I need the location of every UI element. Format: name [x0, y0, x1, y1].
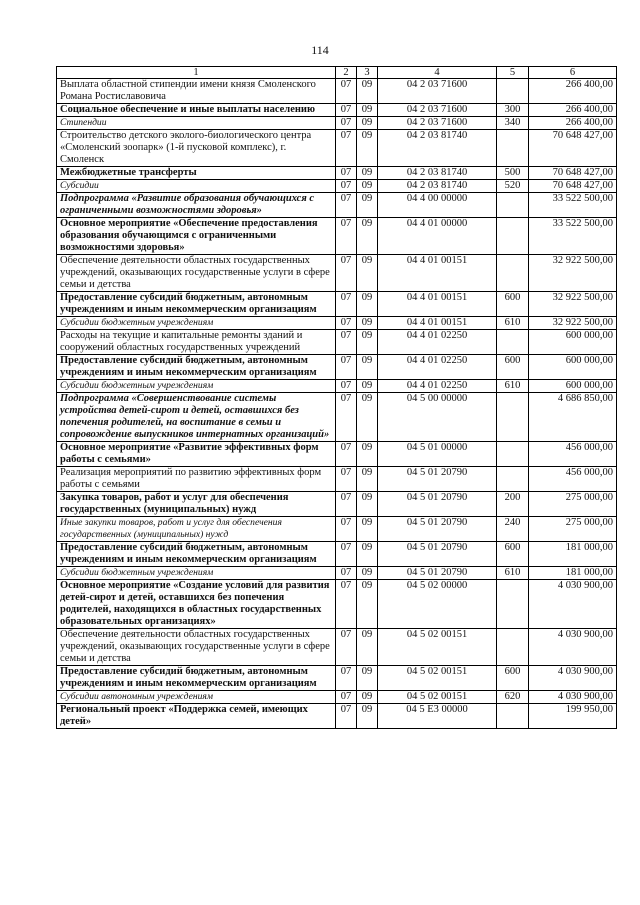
section-code-cell: 07 [336, 104, 357, 117]
subsection-code-cell: 09 [357, 180, 378, 193]
section-code-cell: 07 [336, 193, 357, 218]
subsection-code-cell: 09 [357, 492, 378, 517]
name-cell: Выплата областной стипендии имени князя Смоленского Романа Ростиславовича [57, 79, 336, 104]
section-code-cell: 07 [336, 517, 357, 542]
target-article-cell: 04 2 03 71600 [378, 117, 497, 130]
expense-type-cell [497, 467, 529, 492]
subsection-code-cell: 09 [357, 691, 378, 704]
target-article-cell: 04 5 01 20790 [378, 517, 497, 542]
target-article-cell: 04 5 01 20790 [378, 542, 497, 567]
target-article-cell: 04 5 00 00000 [378, 393, 497, 442]
name-cell: Обеспечение деятельности областных государственных учреждений, оказывающих государственные услуги в сфере семьи и детства [57, 255, 336, 292]
section-code-cell: 07 [336, 330, 357, 355]
target-article-cell: 04 4 01 00151 [378, 317, 497, 330]
section-code-cell: 07 [336, 79, 357, 104]
target-article-cell: 04 2 03 71600 [378, 79, 497, 104]
name-cell: Основное мероприятие «Развитие эффективных форм работы с семьями» [57, 442, 336, 467]
target-article-cell: 04 5 01 20790 [378, 467, 497, 492]
section-code-cell: 07 [336, 355, 357, 380]
header-cell: 5 [497, 67, 529, 79]
subsection-code-cell: 09 [357, 467, 378, 492]
amount-cell: 70 648 427,00 [529, 130, 617, 167]
amount-cell: 70 648 427,00 [529, 167, 617, 180]
target-article-cell: 04 4 01 00151 [378, 292, 497, 317]
target-article-cell: 04 4 01 00000 [378, 218, 497, 255]
name-cell: Субсидии бюджетным учреждениям [57, 380, 336, 393]
header-cell: 4 [378, 67, 497, 79]
expense-type-cell: 500 [497, 167, 529, 180]
table-row [57, 292, 617, 317]
amount-cell: 266 400,00 [529, 79, 617, 104]
subsection-code-cell: 09 [357, 193, 378, 218]
subsection-code-cell: 09 [357, 167, 378, 180]
section-code-cell: 07 [336, 492, 357, 517]
amount-cell: 181 000,00 [529, 567, 617, 580]
expense-type-cell [497, 580, 529, 629]
section-code-cell: 07 [336, 218, 357, 255]
amount-cell: 275 000,00 [529, 492, 617, 517]
section-code-cell: 07 [336, 704, 357, 729]
target-article-cell: 04 4 01 02250 [378, 380, 497, 393]
amount-cell: 456 000,00 [529, 442, 617, 467]
table-row [57, 180, 617, 193]
section-code-cell: 07 [336, 292, 357, 317]
target-article-cell: 04 2 03 81740 [378, 130, 497, 167]
amount-cell: 456 000,00 [529, 467, 617, 492]
table-row [57, 542, 617, 567]
subsection-code-cell: 09 [357, 567, 378, 580]
table-row [57, 691, 617, 704]
subsection-code-cell: 09 [357, 442, 378, 467]
amount-cell: 600 000,00 [529, 355, 617, 380]
expense-type-cell [497, 330, 529, 355]
amount-cell: 600 000,00 [529, 380, 617, 393]
expense-type-cell: 240 [497, 517, 529, 542]
table-row [57, 218, 617, 255]
name-cell: Основное мероприятие «Создание условий для развития детей-сирот и детей, оставшихся без попечения родителей, находящихся в областных государственных образовательных организациях» [57, 580, 336, 629]
name-cell: Предоставление субсидий бюджетным, автономным учреждениям и иным некоммерческим организациям [57, 666, 336, 691]
expense-type-cell: 200 [497, 492, 529, 517]
header-cell: 6 [529, 67, 617, 79]
table-row [57, 442, 617, 467]
subsection-code-cell: 09 [357, 292, 378, 317]
target-article-cell: 04 5 02 00151 [378, 629, 497, 666]
table-header-row [57, 67, 617, 79]
expense-type-cell: 600 [497, 355, 529, 380]
budget-table [56, 66, 617, 729]
amount-cell: 70 648 427,00 [529, 180, 617, 193]
expense-type-cell [497, 442, 529, 467]
amount-cell: 4 030 900,00 [529, 691, 617, 704]
name-cell: Подпрограмма «Развитие образования обучающихся с ограниченными возможностями здоровья» [57, 193, 336, 218]
subsection-code-cell: 09 [357, 380, 378, 393]
expense-type-cell: 610 [497, 380, 529, 393]
subsection-code-cell: 09 [357, 393, 378, 442]
section-code-cell: 07 [336, 666, 357, 691]
section-code-cell: 07 [336, 130, 357, 167]
header-cell: 3 [357, 67, 378, 79]
amount-cell: 181 000,00 [529, 542, 617, 567]
table-row [57, 380, 617, 393]
section-code-cell: 07 [336, 317, 357, 330]
name-cell: Субсидии бюджетным учреждениям [57, 567, 336, 580]
expense-type-cell [497, 704, 529, 729]
name-cell: Субсидии [57, 180, 336, 193]
subsection-code-cell: 09 [357, 517, 378, 542]
expense-type-cell [497, 193, 529, 218]
section-code-cell: 07 [336, 255, 357, 292]
subsection-code-cell: 09 [357, 580, 378, 629]
amount-cell: 32 922 500,00 [529, 317, 617, 330]
section-code-cell: 07 [336, 691, 357, 704]
target-article-cell: 04 5 02 00151 [378, 691, 497, 704]
expense-type-cell [497, 130, 529, 167]
section-code-cell: 07 [336, 629, 357, 666]
name-cell: Субсидии бюджетным учреждениям [57, 317, 336, 330]
expense-type-cell: 600 [497, 292, 529, 317]
subsection-code-cell: 09 [357, 255, 378, 292]
subsection-code-cell: 09 [357, 666, 378, 691]
target-article-cell: 04 2 03 81740 [378, 180, 497, 193]
subsection-code-cell: 09 [357, 330, 378, 355]
expense-type-cell: 620 [497, 691, 529, 704]
subsection-code-cell: 09 [357, 317, 378, 330]
table-row [57, 492, 617, 517]
name-cell: Реализация мероприятий по развитию эффективных форм работы с семьями [57, 467, 336, 492]
expense-type-cell: 300 [497, 104, 529, 117]
amount-cell: 32 922 500,00 [529, 292, 617, 317]
name-cell: Предоставление субсидий бюджетным, автономным учреждениям и иным некоммерческим организациям [57, 292, 336, 317]
subsection-code-cell: 09 [357, 355, 378, 380]
target-article-cell: 04 4 00 00000 [378, 193, 497, 218]
table-row [57, 104, 617, 117]
subsection-code-cell: 09 [357, 104, 378, 117]
name-cell: Субсидии автономным учреждениям [57, 691, 336, 704]
name-cell: Строительство детского эколого-биологического центра «Смоленский зоопарк» (1-й пусковой комплекс), г. Смоленск [57, 130, 336, 167]
section-code-cell: 07 [336, 180, 357, 193]
name-cell: Региональный проект «Поддержка семей, имеющих детей» [57, 704, 336, 729]
name-cell: Стипендии [57, 117, 336, 130]
section-code-cell: 07 [336, 467, 357, 492]
table-row [57, 666, 617, 691]
header-cell: 1 [57, 67, 336, 79]
expense-type-cell [497, 218, 529, 255]
table-row [57, 117, 617, 130]
target-article-cell: 04 4 01 00151 [378, 255, 497, 292]
expense-type-cell [497, 629, 529, 666]
target-article-cell: 04 5 01 00000 [378, 442, 497, 467]
table-body [57, 79, 617, 729]
expense-type-cell [497, 79, 529, 104]
name-cell: Закупка товаров, работ и услуг для обеспечения государственных (муниципальных) нужд [57, 492, 336, 517]
amount-cell: 266 400,00 [529, 104, 617, 117]
subsection-code-cell: 09 [357, 629, 378, 666]
target-article-cell: 04 5 01 20790 [378, 567, 497, 580]
subsection-code-cell: 09 [357, 704, 378, 729]
section-code-cell: 07 [336, 167, 357, 180]
target-article-cell: 04 5 02 00000 [378, 580, 497, 629]
table-row [57, 567, 617, 580]
table-row [57, 167, 617, 180]
amount-cell: 32 922 500,00 [529, 255, 617, 292]
table-row [57, 467, 617, 492]
table-row [57, 393, 617, 442]
table-row [57, 629, 617, 666]
expense-type-cell: 340 [497, 117, 529, 130]
amount-cell: 275 000,00 [529, 517, 617, 542]
amount-cell: 266 400,00 [529, 117, 617, 130]
table-row [57, 130, 617, 167]
expense-type-cell [497, 255, 529, 292]
name-cell: Расходы на текущие и капитальные ремонты зданий и сооружений областных государственных учреждений [57, 330, 336, 355]
amount-cell: 4 686 850,00 [529, 393, 617, 442]
section-code-cell: 07 [336, 442, 357, 467]
name-cell: Межбюджетные трансферты [57, 167, 336, 180]
expense-type-cell [497, 393, 529, 442]
section-code-cell: 07 [336, 117, 357, 130]
name-cell: Предоставление субсидий бюджетным, автономным учреждениям и иным некоммерческим организациям [57, 542, 336, 567]
subsection-code-cell: 09 [357, 79, 378, 104]
name-cell: Социальное обеспечение и иные выплаты населению [57, 104, 336, 117]
name-cell: Подпрограмма «Совершенствование системы устройства детей-сирот и детей, оставшихся без попечения родителей, на воспитание в семьи и сопровождение выпускников интернатных организаций» [57, 393, 336, 442]
table-row [57, 193, 617, 218]
section-code-cell: 07 [336, 542, 357, 567]
table-row [57, 317, 617, 330]
expense-type-cell: 520 [497, 180, 529, 193]
target-article-cell: 04 2 03 81740 [378, 167, 497, 180]
target-article-cell: 04 5 02 00151 [378, 666, 497, 691]
amount-cell: 199 950,00 [529, 704, 617, 729]
amount-cell: 33 522 500,00 [529, 218, 617, 255]
target-article-cell: 04 4 01 02250 [378, 355, 497, 380]
amount-cell: 33 522 500,00 [529, 193, 617, 218]
amount-cell: 4 030 900,00 [529, 666, 617, 691]
table-row [57, 255, 617, 292]
table-row [57, 704, 617, 729]
name-cell: Основное мероприятие «Обеспечение предоставления образования обучающимся с ограниченными возможностями здоровья» [57, 218, 336, 255]
section-code-cell: 07 [336, 580, 357, 629]
amount-cell: 4 030 900,00 [529, 580, 617, 629]
expense-type-cell: 600 [497, 666, 529, 691]
name-cell: Иные закупки товаров, работ и услуг для обеспечения государственных (муниципальных) нужд [57, 517, 336, 542]
subsection-code-cell: 09 [357, 218, 378, 255]
subsection-code-cell: 09 [357, 542, 378, 567]
amount-cell: 600 000,00 [529, 330, 617, 355]
target-article-cell: 04 2 03 71600 [378, 104, 497, 117]
name-cell: Обеспечение деятельности областных государственных учреждений, оказывающих государственные услуги в сфере семьи и детства [57, 629, 336, 666]
section-code-cell: 07 [336, 380, 357, 393]
target-article-cell: 04 4 01 02250 [378, 330, 497, 355]
expense-type-cell: 610 [497, 317, 529, 330]
name-cell: Предоставление субсидий бюджетным, автономным учреждениям и иным некоммерческим организациям [57, 355, 336, 380]
expense-type-cell: 600 [497, 542, 529, 567]
subsection-code-cell: 09 [357, 130, 378, 167]
table-row [57, 517, 617, 542]
table-row [57, 330, 617, 355]
table-row [57, 580, 617, 629]
target-article-cell: 04 5 E3 00000 [378, 704, 497, 729]
section-code-cell: 07 [336, 393, 357, 442]
target-article-cell: 04 5 01 20790 [378, 492, 497, 517]
amount-cell: 4 030 900,00 [529, 629, 617, 666]
table-row [57, 79, 617, 104]
table-row [57, 355, 617, 380]
header-cell: 2 [336, 67, 357, 79]
section-code-cell: 07 [336, 567, 357, 580]
page-number: 114 [311, 43, 329, 57]
subsection-code-cell: 09 [357, 117, 378, 130]
expense-type-cell: 610 [497, 567, 529, 580]
